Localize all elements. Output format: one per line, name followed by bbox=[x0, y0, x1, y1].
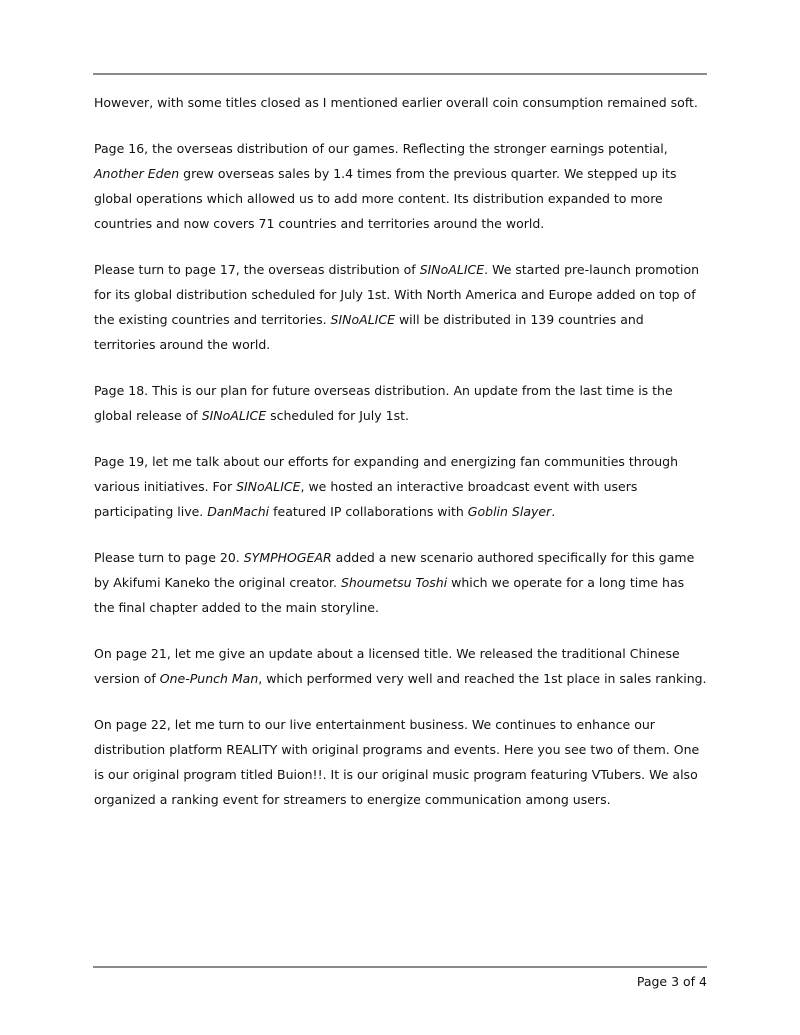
paragraph bbox=[94, 136, 708, 236]
text-run: which we operate for a long time has the final chapter added to the main storyline. bbox=[94, 575, 685, 615]
text-run: scheduled for July 1st. bbox=[266, 408, 409, 423]
text-run: will be distributed in 139 countries and territories around the world. bbox=[94, 312, 644, 352]
text-run: However, with some titles closed as I mentioned earlier overall coin consumption remained soft. bbox=[94, 95, 698, 110]
game-title-italic: SINoALICE bbox=[419, 262, 485, 277]
paragraph bbox=[94, 257, 708, 357]
text-run: , we hosted an interactive broadcast event with users participating live. bbox=[94, 479, 638, 519]
game-title-italic: SINoALICE bbox=[201, 408, 267, 423]
paragraph bbox=[94, 545, 708, 620]
game-title-italic: SINoALICE bbox=[330, 312, 395, 327]
text-run: . We started pre-launch promotion for its global distribution scheduled for July 1st. With North America and Europe added on top of the existing countries and territories. bbox=[94, 262, 700, 327]
text-run: . bbox=[551, 504, 556, 519]
paragraph bbox=[94, 90, 708, 115]
text-run: grew overseas sales by 1.4 times from the previous quarter. We stepped up its global operations which allowed us to add more content. Its distribution expanded to more countries and now covers 71 countries and territories around the world. bbox=[94, 166, 677, 231]
game-title-italic: Goblin Slayer bbox=[467, 504, 552, 519]
text-run: , which performed very well and reached the 1st place in sales ranking. bbox=[258, 671, 707, 686]
text-run: added a new scenario authored specifically for this game by Akifumi Kaneko the original creator. bbox=[94, 550, 695, 590]
text-run: featured IP collaborations with bbox=[269, 504, 468, 519]
top-rule bbox=[93, 73, 707, 75]
text-run: Page 18. This is our plan for future overseas distribution. An update from the last time is the global release of bbox=[94, 383, 673, 423]
page-number: Page 3 of 4 bbox=[636, 974, 707, 989]
text-run: Page 16, the overseas distribution of our games. Reflecting the stronger earnings potential, bbox=[94, 141, 668, 156]
paragraph bbox=[94, 641, 708, 691]
paragraph bbox=[94, 378, 708, 428]
game-title-italic: SYMPHOGEAR bbox=[243, 550, 332, 565]
text-run: On page 22, let me turn to our live entertainment business. We continues to enhance our distribution platform REALITY with original programs and events. Here you see two of them. One is our original program titled Buion!!. It is our original music program featuring VTubers. We also organized a ranking event for streamers to energize communication among users. bbox=[94, 717, 700, 807]
game-title-italic: SINoALICE bbox=[236, 479, 301, 494]
text-run: Please turn to page 17, the overseas distribution of bbox=[94, 262, 420, 277]
game-title-italic: Another Eden bbox=[94, 166, 180, 181]
document-body bbox=[94, 90, 708, 833]
game-title-italic: Shoumetsu Toshi bbox=[340, 575, 448, 590]
text-run: Page 19, let me talk about our efforts for expanding and energizing fan communities through various initiatives. For bbox=[94, 454, 678, 494]
text-run: On page 21, let me give an update about a licensed title. We released the traditional Chinese version of bbox=[94, 646, 680, 686]
text-run: Please turn to page 20. bbox=[94, 550, 244, 565]
paragraph bbox=[94, 449, 708, 524]
paragraph bbox=[94, 712, 708, 812]
game-title-italic: DanMachi bbox=[207, 504, 270, 519]
game-title-italic: One-Punch Man bbox=[159, 671, 259, 686]
bottom-rule bbox=[93, 966, 707, 968]
